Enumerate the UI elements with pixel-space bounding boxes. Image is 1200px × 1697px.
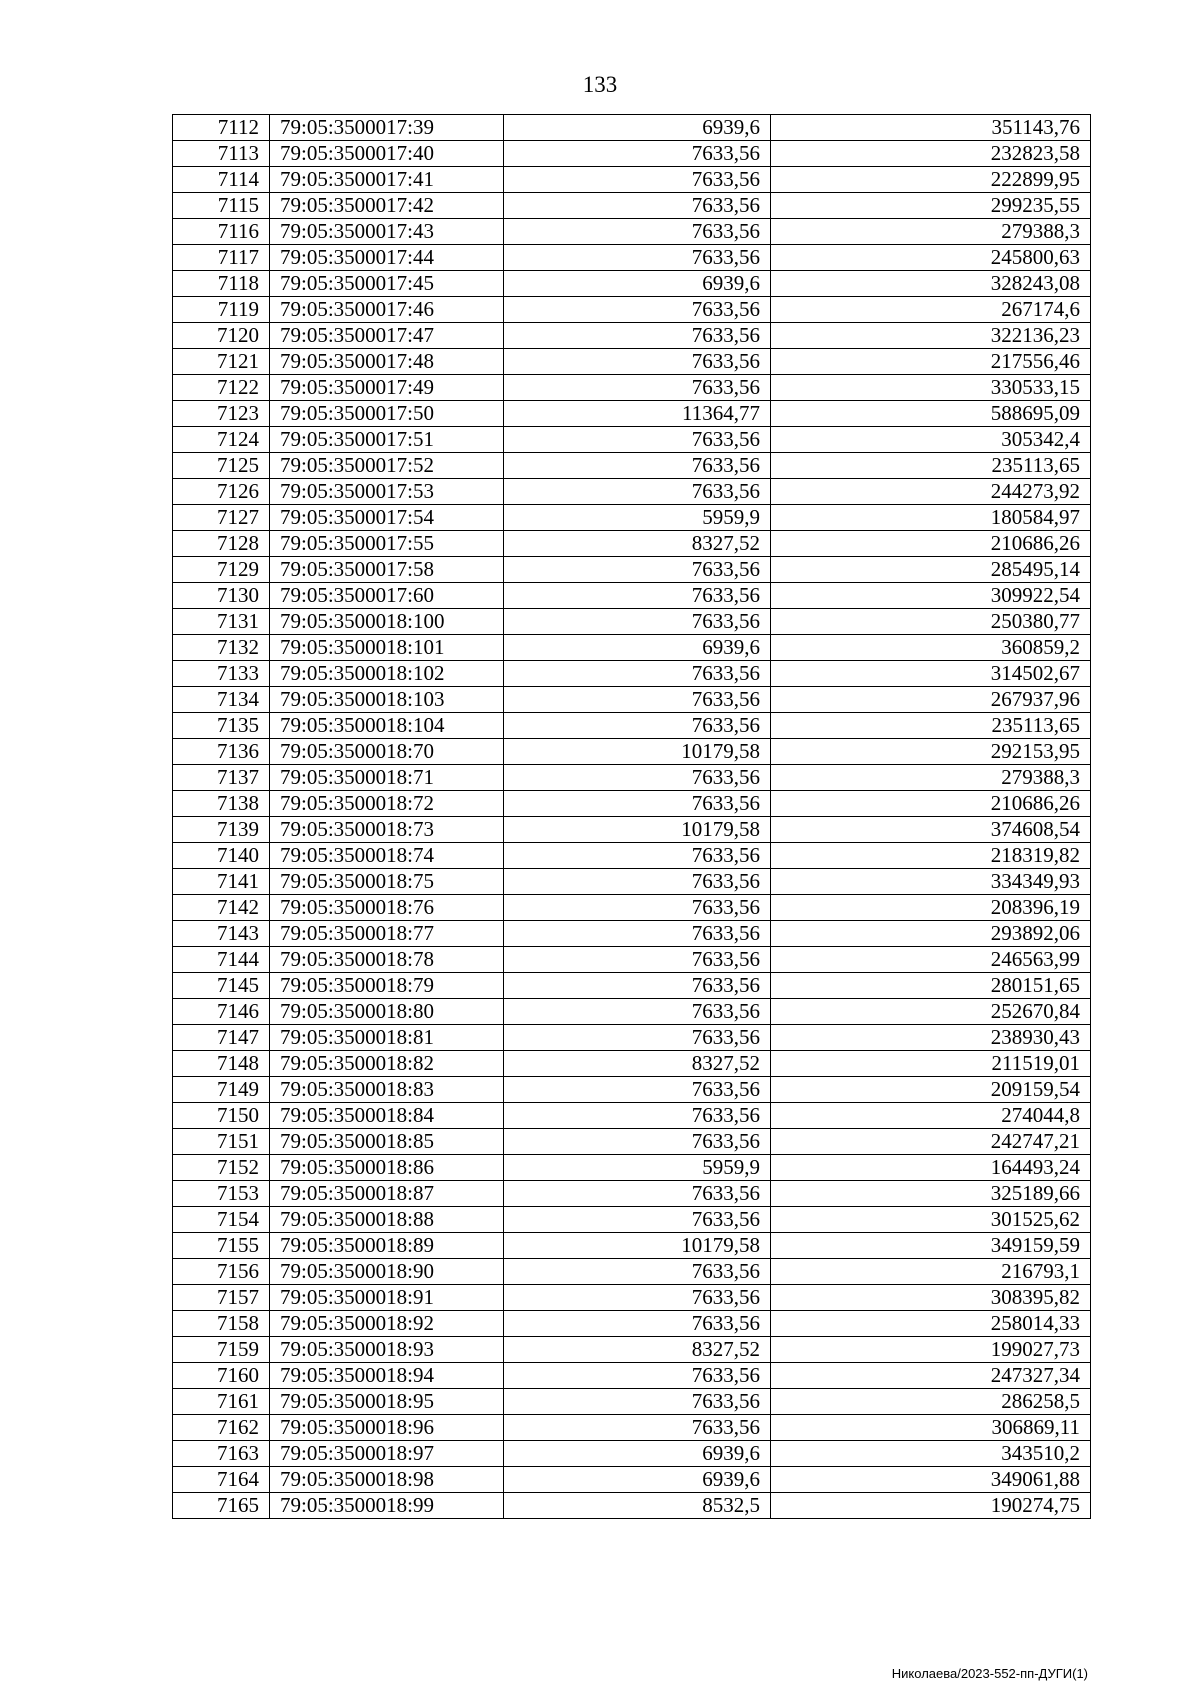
- cadastral-number-cell: 79:05:3500018:94: [270, 1363, 504, 1389]
- row-number-cell: 7155: [173, 1233, 270, 1259]
- table-row: [173, 531, 1091, 557]
- row-number-cell: 7120: [173, 323, 270, 349]
- row-number-cell: 7143: [173, 921, 270, 947]
- cadastral-value-cell: 299235,55: [771, 193, 1091, 219]
- cadastral-number-cell: 79:05:3500017:47: [270, 323, 504, 349]
- area-cell: 7633,56: [504, 1363, 771, 1389]
- cadastral-value-cell: 267174,6: [771, 297, 1091, 323]
- row-number-cell: 7118: [173, 271, 270, 297]
- area-cell: 7633,56: [504, 219, 771, 245]
- row-number-cell: 7153: [173, 1181, 270, 1207]
- cadastral-number-cell: 79:05:3500017:55: [270, 531, 504, 557]
- row-number-cell: 7116: [173, 219, 270, 245]
- cadastral-number-cell: 79:05:3500018:93: [270, 1337, 504, 1363]
- area-cell: 5959,9: [504, 505, 771, 531]
- table-row: [173, 1467, 1091, 1493]
- row-number-cell: 7162: [173, 1415, 270, 1441]
- table-row: [173, 609, 1091, 635]
- area-cell: 7633,56: [504, 375, 771, 401]
- cadastral-number-cell: 79:05:3500018:85: [270, 1129, 504, 1155]
- cadastral-number-cell: 79:05:3500018:103: [270, 687, 504, 713]
- table-row: [173, 141, 1091, 167]
- cadastral-value-cell: 328243,08: [771, 271, 1091, 297]
- area-cell: 7633,56: [504, 323, 771, 349]
- table-row: [173, 817, 1091, 843]
- table-row: [173, 687, 1091, 713]
- row-number-cell: 7157: [173, 1285, 270, 1311]
- area-cell: 8327,52: [504, 1051, 771, 1077]
- table-row: [173, 479, 1091, 505]
- cadastral-number-cell: 79:05:3500017:42: [270, 193, 504, 219]
- cadastral-value-cell: 190274,75: [771, 1493, 1091, 1519]
- area-cell: 5959,9: [504, 1155, 771, 1181]
- area-cell: 7633,56: [504, 167, 771, 193]
- table-row: [173, 999, 1091, 1025]
- area-cell: 7633,56: [504, 765, 771, 791]
- cadastral-value-cell: 242747,21: [771, 1129, 1091, 1155]
- area-cell: 7633,56: [504, 1389, 771, 1415]
- cadastral-value-cell: 286258,5: [771, 1389, 1091, 1415]
- row-number-cell: 7156: [173, 1259, 270, 1285]
- row-number-cell: 7154: [173, 1207, 270, 1233]
- row-number-cell: 7135: [173, 713, 270, 739]
- row-number-cell: 7126: [173, 479, 270, 505]
- cadastral-number-cell: 79:05:3500018:92: [270, 1311, 504, 1337]
- cadastral-number-cell: 79:05:3500017:44: [270, 245, 504, 271]
- area-cell: 7633,56: [504, 1259, 771, 1285]
- cadastral-value-cell: 325189,66: [771, 1181, 1091, 1207]
- cadastral-number-cell: 79:05:3500017:41: [270, 167, 504, 193]
- cadastral-value-table: [172, 114, 1091, 1519]
- table-row: [173, 713, 1091, 739]
- row-number-cell: 7163: [173, 1441, 270, 1467]
- cadastral-value-cell: 247327,34: [771, 1363, 1091, 1389]
- area-cell: 10179,58: [504, 817, 771, 843]
- row-number-cell: 7141: [173, 869, 270, 895]
- area-cell: 7633,56: [504, 193, 771, 219]
- area-cell: 6939,6: [504, 271, 771, 297]
- cadastral-number-cell: 79:05:3500018:99: [270, 1493, 504, 1519]
- area-cell: 7633,56: [504, 1181, 771, 1207]
- table-row: [173, 1233, 1091, 1259]
- table-row: [173, 635, 1091, 661]
- row-number-cell: 7113: [173, 141, 270, 167]
- table-body: [173, 115, 1091, 1519]
- cadastral-number-cell: 79:05:3500017:39: [270, 115, 504, 141]
- cadastral-value-cell: 374608,54: [771, 817, 1091, 843]
- row-number-cell: 7119: [173, 297, 270, 323]
- cadastral-value-cell: 360859,2: [771, 635, 1091, 661]
- table-row: [173, 453, 1091, 479]
- row-number-cell: 7139: [173, 817, 270, 843]
- table-row: [173, 1285, 1091, 1311]
- cadastral-value-cell: 235113,65: [771, 453, 1091, 479]
- area-cell: 6939,6: [504, 115, 771, 141]
- area-cell: 7633,56: [504, 349, 771, 375]
- table-row: [173, 921, 1091, 947]
- cadastral-value-cell: 210686,26: [771, 791, 1091, 817]
- area-cell: 7633,56: [504, 453, 771, 479]
- cadastral-value-cell: 301525,62: [771, 1207, 1091, 1233]
- area-cell: 10179,58: [504, 1233, 771, 1259]
- area-cell: 7633,56: [504, 479, 771, 505]
- cadastral-value-cell: 309922,54: [771, 583, 1091, 609]
- row-number-cell: 7128: [173, 531, 270, 557]
- table-row: [173, 193, 1091, 219]
- cadastral-number-cell: 79:05:3500017:54: [270, 505, 504, 531]
- table-row: [173, 791, 1091, 817]
- cadastral-value-cell: 250380,77: [771, 609, 1091, 635]
- area-cell: 6939,6: [504, 1441, 771, 1467]
- cadastral-value-cell: 218319,82: [771, 843, 1091, 869]
- cadastral-number-cell: 79:05:3500018:77: [270, 921, 504, 947]
- cadastral-number-cell: 79:05:3500017:46: [270, 297, 504, 323]
- row-number-cell: 7131: [173, 609, 270, 635]
- cadastral-value-cell: 330533,15: [771, 375, 1091, 401]
- cadastral-value-cell: 280151,65: [771, 973, 1091, 999]
- cadastral-value-cell: 246563,99: [771, 947, 1091, 973]
- cadastral-number-cell: 79:05:3500017:58: [270, 557, 504, 583]
- cadastral-value-cell: 322136,23: [771, 323, 1091, 349]
- table-row: [173, 1103, 1091, 1129]
- row-number-cell: 7160: [173, 1363, 270, 1389]
- table-row: [173, 1025, 1091, 1051]
- cadastral-value-cell: 285495,14: [771, 557, 1091, 583]
- row-number-cell: 7159: [173, 1337, 270, 1363]
- table-row: [173, 1207, 1091, 1233]
- area-cell: 10179,58: [504, 739, 771, 765]
- cadastral-number-cell: 79:05:3500017:51: [270, 427, 504, 453]
- table-row: [173, 115, 1091, 141]
- cadastral-number-cell: 79:05:3500017:60: [270, 583, 504, 609]
- cadastral-value-cell: 279388,3: [771, 219, 1091, 245]
- cadastral-number-cell: 79:05:3500018:96: [270, 1415, 504, 1441]
- cadastral-number-cell: 79:05:3500018:72: [270, 791, 504, 817]
- cadastral-number-cell: 79:05:3500018:73: [270, 817, 504, 843]
- cadastral-value-cell: 210686,26: [771, 531, 1091, 557]
- cadastral-number-cell: 79:05:3500018:84: [270, 1103, 504, 1129]
- table-row: [173, 427, 1091, 453]
- row-number-cell: 7165: [173, 1493, 270, 1519]
- area-cell: 7633,56: [504, 1415, 771, 1441]
- area-cell: 8532,5: [504, 1493, 771, 1519]
- row-number-cell: 7117: [173, 245, 270, 271]
- cadastral-value-cell: 334349,93: [771, 869, 1091, 895]
- row-number-cell: 7164: [173, 1467, 270, 1493]
- row-number-cell: 7149: [173, 1077, 270, 1103]
- table-row: [173, 1441, 1091, 1467]
- table-row: [173, 1129, 1091, 1155]
- table-row: [173, 245, 1091, 271]
- cadastral-value-cell: 232823,58: [771, 141, 1091, 167]
- cadastral-value-cell: 258014,33: [771, 1311, 1091, 1337]
- cadastral-number-cell: 79:05:3500018:70: [270, 739, 504, 765]
- table-row: [173, 1051, 1091, 1077]
- cadastral-number-cell: 79:05:3500018:83: [270, 1077, 504, 1103]
- area-cell: 7633,56: [504, 1129, 771, 1155]
- cadastral-number-cell: 79:05:3500018:82: [270, 1051, 504, 1077]
- area-cell: 7633,56: [504, 1311, 771, 1337]
- cadastral-value-cell: 164493,24: [771, 1155, 1091, 1181]
- cadastral-value-cell: 222899,95: [771, 167, 1091, 193]
- cadastral-number-cell: 79:05:3500018:98: [270, 1467, 504, 1493]
- table-row: [173, 375, 1091, 401]
- cadastral-number-cell: 79:05:3500018:91: [270, 1285, 504, 1311]
- area-cell: 7633,56: [504, 895, 771, 921]
- cadastral-value-cell: 308395,82: [771, 1285, 1091, 1311]
- cadastral-number-cell: 79:05:3500017:49: [270, 375, 504, 401]
- table-row: [173, 167, 1091, 193]
- table-row: [173, 661, 1091, 687]
- row-number-cell: 7151: [173, 1129, 270, 1155]
- row-number-cell: 7161: [173, 1389, 270, 1415]
- row-number-cell: 7129: [173, 557, 270, 583]
- area-cell: 7633,56: [504, 1103, 771, 1129]
- area-cell: 7633,56: [504, 921, 771, 947]
- row-number-cell: 7138: [173, 791, 270, 817]
- cadastral-value-cell: 209159,54: [771, 1077, 1091, 1103]
- area-cell: 7633,56: [504, 427, 771, 453]
- cadastral-value-cell: 252670,84: [771, 999, 1091, 1025]
- area-cell: 7633,56: [504, 713, 771, 739]
- row-number-cell: 7147: [173, 1025, 270, 1051]
- cadastral-number-cell: 79:05:3500017:43: [270, 219, 504, 245]
- document-footer-reference: Николаева/2023-552-пп-ДУГИ(1): [891, 1666, 1088, 1681]
- area-cell: 7633,56: [504, 1077, 771, 1103]
- cadastral-number-cell: 79:05:3500017:40: [270, 141, 504, 167]
- cadastral-number-cell: 79:05:3500018:78: [270, 947, 504, 973]
- cadastral-number-cell: 79:05:3500018:97: [270, 1441, 504, 1467]
- area-cell: 7633,56: [504, 1207, 771, 1233]
- row-number-cell: 7152: [173, 1155, 270, 1181]
- table-row: [173, 739, 1091, 765]
- area-cell: 8327,52: [504, 531, 771, 557]
- area-cell: 8327,52: [504, 1337, 771, 1363]
- cadastral-number-cell: 79:05:3500018:80: [270, 999, 504, 1025]
- cadastral-number-cell: 79:05:3500018:90: [270, 1259, 504, 1285]
- table-row: [173, 401, 1091, 427]
- area-cell: 7633,56: [504, 843, 771, 869]
- area-cell: 7633,56: [504, 973, 771, 999]
- cadastral-value-cell: 292153,95: [771, 739, 1091, 765]
- row-number-cell: 7121: [173, 349, 270, 375]
- cadastral-number-cell: 79:05:3500018:95: [270, 1389, 504, 1415]
- table-row: [173, 765, 1091, 791]
- table-row: [173, 1311, 1091, 1337]
- area-cell: 7633,56: [504, 583, 771, 609]
- row-number-cell: 7133: [173, 661, 270, 687]
- table-row: [173, 895, 1091, 921]
- table-row: [173, 323, 1091, 349]
- table-row: [173, 271, 1091, 297]
- row-number-cell: 7134: [173, 687, 270, 713]
- row-number-cell: 7148: [173, 1051, 270, 1077]
- row-number-cell: 7114: [173, 167, 270, 193]
- cadastral-number-cell: 79:05:3500017:45: [270, 271, 504, 297]
- cadastral-number-cell: 79:05:3500017:48: [270, 349, 504, 375]
- row-number-cell: 7136: [173, 739, 270, 765]
- page-number: 133: [582, 72, 618, 97]
- table-row: [173, 349, 1091, 375]
- cadastral-number-cell: 79:05:3500018:74: [270, 843, 504, 869]
- row-number-cell: 7150: [173, 1103, 270, 1129]
- table-row: [173, 843, 1091, 869]
- table-row: [173, 1181, 1091, 1207]
- area-cell: 6939,6: [504, 635, 771, 661]
- area-cell: 7633,56: [504, 609, 771, 635]
- cadastral-value-cell: 343510,2: [771, 1441, 1091, 1467]
- area-cell: 7633,56: [504, 947, 771, 973]
- cadastral-value-cell: 244273,92: [771, 479, 1091, 505]
- cadastral-value-cell: 306869,11: [771, 1415, 1091, 1441]
- table-row: [173, 557, 1091, 583]
- cadastral-number-cell: 79:05:3500017:53: [270, 479, 504, 505]
- cadastral-value-cell: 279388,3: [771, 765, 1091, 791]
- cadastral-value-cell: 305342,4: [771, 427, 1091, 453]
- cadastral-number-cell: 79:05:3500017:50: [270, 401, 504, 427]
- cadastral-value-cell: 199027,73: [771, 1337, 1091, 1363]
- area-cell: 7633,56: [504, 297, 771, 323]
- cadastral-number-cell: 79:05:3500018:79: [270, 973, 504, 999]
- area-cell: 7633,56: [504, 245, 771, 271]
- cadastral-number-cell: 79:05:3500018:86: [270, 1155, 504, 1181]
- table-row: [173, 505, 1091, 531]
- table-row: [173, 297, 1091, 323]
- row-number-cell: 7124: [173, 427, 270, 453]
- table-row: [173, 1259, 1091, 1285]
- row-number-cell: 7140: [173, 843, 270, 869]
- cadastral-number-cell: 79:05:3500018:102: [270, 661, 504, 687]
- table-row: [173, 869, 1091, 895]
- row-number-cell: 7125: [173, 453, 270, 479]
- cadastral-value-cell: 245800,63: [771, 245, 1091, 271]
- cadastral-value-cell: 293892,06: [771, 921, 1091, 947]
- row-number-cell: 7145: [173, 973, 270, 999]
- table-row: [173, 973, 1091, 999]
- table-row: [173, 1077, 1091, 1103]
- cadastral-number-cell: 79:05:3500018:101: [270, 635, 504, 661]
- area-cell: 11364,77: [504, 401, 771, 427]
- table-row: [173, 1337, 1091, 1363]
- cadastral-value-cell: 180584,97: [771, 505, 1091, 531]
- cadastral-value-cell: 235113,65: [771, 713, 1091, 739]
- table-row: [173, 1415, 1091, 1441]
- cadastral-value-cell: 267937,96: [771, 687, 1091, 713]
- cadastral-value-cell: 216793,1: [771, 1259, 1091, 1285]
- area-cell: 6939,6: [504, 1467, 771, 1493]
- table-row: [173, 219, 1091, 245]
- row-number-cell: 7146: [173, 999, 270, 1025]
- row-number-cell: 7158: [173, 1311, 270, 1337]
- cadastral-value-cell: 314502,67: [771, 661, 1091, 687]
- row-number-cell: 7115: [173, 193, 270, 219]
- row-number-cell: 7144: [173, 947, 270, 973]
- area-cell: 7633,56: [504, 661, 771, 687]
- cadastral-number-cell: 79:05:3500018:75: [270, 869, 504, 895]
- cadastral-number-cell: 79:05:3500018:89: [270, 1233, 504, 1259]
- area-cell: 7633,56: [504, 557, 771, 583]
- area-cell: 7633,56: [504, 1285, 771, 1311]
- area-cell: 7633,56: [504, 999, 771, 1025]
- row-number-cell: 7137: [173, 765, 270, 791]
- row-number-cell: 7123: [173, 401, 270, 427]
- cadastral-number-cell: 79:05:3500018:100: [270, 609, 504, 635]
- table-row: [173, 583, 1091, 609]
- row-number-cell: 7127: [173, 505, 270, 531]
- cadastral-number-cell: 79:05:3500018:88: [270, 1207, 504, 1233]
- cadastral-value-cell: 238930,43: [771, 1025, 1091, 1051]
- cadastral-value-cell: 217556,46: [771, 349, 1091, 375]
- table-row: [173, 947, 1091, 973]
- area-cell: 7633,56: [504, 141, 771, 167]
- row-number-cell: 7122: [173, 375, 270, 401]
- cadastral-number-cell: 79:05:3500018:76: [270, 895, 504, 921]
- cadastral-value-cell: 349061,88: [771, 1467, 1091, 1493]
- cadastral-value-cell: 588695,09: [771, 401, 1091, 427]
- cadastral-value-cell: 351143,76: [771, 115, 1091, 141]
- row-number-cell: 7142: [173, 895, 270, 921]
- cadastral-value-cell: 211519,01: [771, 1051, 1091, 1077]
- table-row: [173, 1493, 1091, 1519]
- cadastral-number-cell: 79:05:3500018:81: [270, 1025, 504, 1051]
- row-number-cell: 7112: [173, 115, 270, 141]
- cadastral-value-cell: 208396,19: [771, 895, 1091, 921]
- area-cell: 7633,56: [504, 869, 771, 895]
- area-cell: 7633,56: [504, 1025, 771, 1051]
- area-cell: 7633,56: [504, 791, 771, 817]
- row-number-cell: 7130: [173, 583, 270, 609]
- cadastral-number-cell: 79:05:3500018:104: [270, 713, 504, 739]
- cadastral-number-cell: 79:05:3500018:87: [270, 1181, 504, 1207]
- table-row: [173, 1155, 1091, 1181]
- cadastral-number-cell: 79:05:3500018:71: [270, 765, 504, 791]
- cadastral-value-cell: 349159,59: [771, 1233, 1091, 1259]
- area-cell: 7633,56: [504, 687, 771, 713]
- row-number-cell: 7132: [173, 635, 270, 661]
- table-row: [173, 1363, 1091, 1389]
- table-row: [173, 1389, 1091, 1415]
- cadastral-number-cell: 79:05:3500017:52: [270, 453, 504, 479]
- cadastral-value-cell: 274044,8: [771, 1103, 1091, 1129]
